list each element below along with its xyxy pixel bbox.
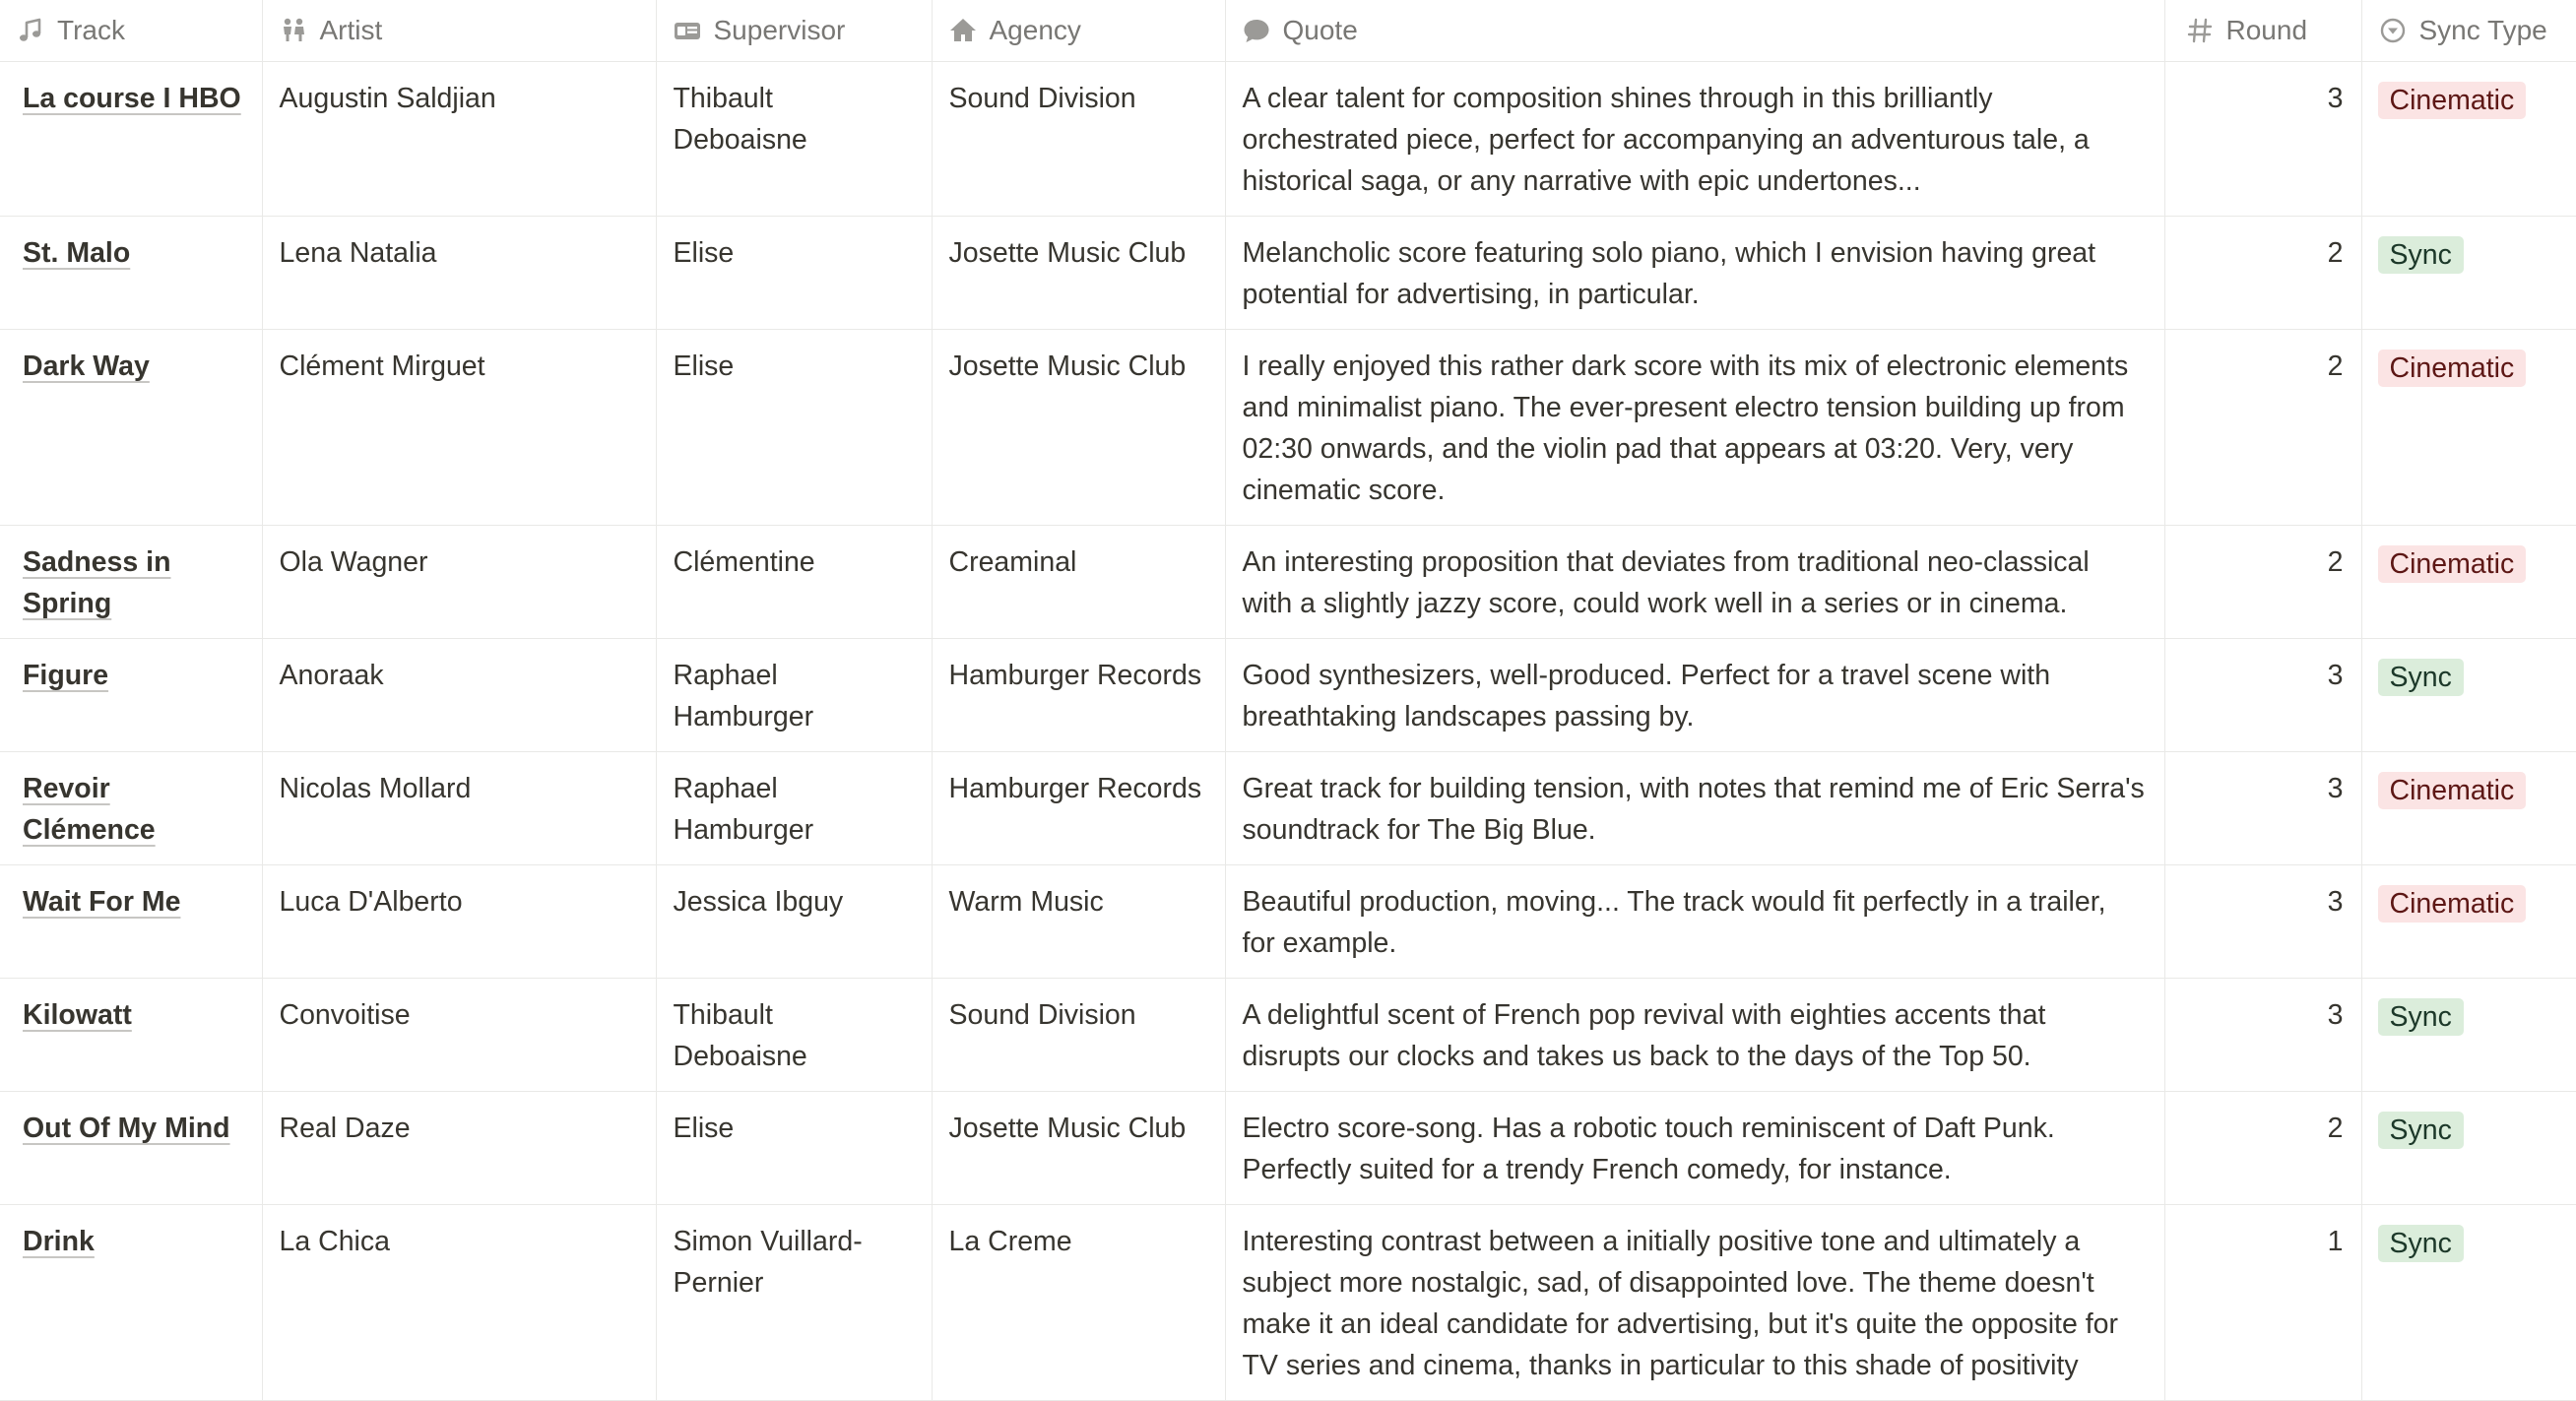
quote-cell[interactable] bbox=[1225, 1092, 2164, 1205]
artist-cell[interactable] bbox=[262, 639, 656, 752]
quote-cell[interactable] bbox=[1225, 979, 2164, 1092]
supervisor-text: Elise bbox=[673, 1113, 735, 1144]
table-row[interactable] bbox=[0, 639, 2576, 752]
music-note-icon bbox=[16, 16, 45, 45]
sync-type-cell[interactable] bbox=[2361, 217, 2576, 330]
track-link[interactable]: La course I HBO bbox=[23, 83, 241, 114]
track-cell[interactable] bbox=[0, 865, 262, 979]
track-cell[interactable] bbox=[0, 639, 262, 752]
supervisor-text: Clémentine bbox=[673, 546, 815, 578]
sync-type-cell[interactable] bbox=[2361, 865, 2576, 979]
supervisor-cell[interactable] bbox=[656, 865, 932, 979]
quote-text: I really enjoyed this rather dark score with its mix of electronic elements and minimalist piano. The ever-present electro tension building up from 02:30 onwards, and the violin pad that appears at 03:20. Very, very cinematic score. bbox=[1242, 350, 2129, 506]
quote-cell[interactable] bbox=[1225, 865, 2164, 979]
track-link[interactable]: Figure bbox=[23, 660, 109, 691]
column-header-quote[interactable] bbox=[1225, 0, 2164, 62]
track-cell[interactable] bbox=[0, 330, 262, 526]
supervisor-text: Thibault Deboaisne bbox=[673, 83, 807, 156]
agency-cell[interactable] bbox=[932, 1205, 1225, 1401]
round-cell[interactable] bbox=[2164, 752, 2361, 865]
quote-cell[interactable] bbox=[1225, 330, 2164, 526]
round-text: 3 bbox=[2327, 83, 2344, 114]
sync-type-tag[interactable]: Sync bbox=[2378, 998, 2464, 1036]
agency-text: Sound Division bbox=[948, 999, 1136, 1031]
quote-cell[interactable] bbox=[1225, 62, 2164, 217]
column-header-artist[interactable] bbox=[262, 0, 656, 62]
artist-cell[interactable] bbox=[262, 865, 656, 979]
supervisor-cell[interactable] bbox=[656, 1092, 932, 1205]
track-link[interactable]: Out Of My Mind bbox=[23, 1113, 230, 1144]
agency-text: La Creme bbox=[948, 1226, 1072, 1257]
supervisor-text: Thibault Deboaisne bbox=[673, 999, 807, 1072]
sync-type-tag[interactable]: Sync bbox=[2378, 1225, 2464, 1262]
quote-text: Beautiful production, moving... The track would fit perfectly in a trailer, for example. bbox=[1242, 886, 2106, 959]
table-row[interactable] bbox=[0, 1092, 2576, 1205]
artist-cell[interactable] bbox=[262, 330, 656, 526]
artist-text: Convoitise bbox=[279, 999, 411, 1031]
supervisor-text: Raphael Hamburger bbox=[673, 660, 814, 732]
sync-type-tag[interactable]: Cinematic bbox=[2378, 545, 2527, 583]
column-header-round[interactable] bbox=[2164, 0, 2361, 62]
agency-cell[interactable] bbox=[932, 865, 1225, 979]
round-cell[interactable] bbox=[2164, 1205, 2361, 1401]
round-text: 3 bbox=[2327, 999, 2344, 1031]
sync-type-tag[interactable]: Cinematic bbox=[2378, 885, 2527, 923]
agency-cell[interactable] bbox=[932, 639, 1225, 752]
sync-type-tag[interactable]: Cinematic bbox=[2378, 350, 2527, 387]
artist-cell[interactable] bbox=[262, 979, 656, 1092]
agency-text: Sound Division bbox=[948, 83, 1136, 114]
speech-bubble-icon bbox=[1242, 16, 1271, 45]
agency-text: Josette Music Club bbox=[948, 237, 1187, 269]
round-cell[interactable] bbox=[2164, 979, 2361, 1092]
artist-cell[interactable] bbox=[262, 1092, 656, 1205]
round-text: 2 bbox=[2327, 1113, 2344, 1144]
artist-cell[interactable] bbox=[262, 526, 656, 639]
sync-type-cell[interactable] bbox=[2361, 979, 2576, 1092]
people-icon bbox=[279, 16, 308, 45]
quote-text: A delightful scent of French pop revival with eighties accents that disrupts our clocks and takes us back to the days of the Top 50. bbox=[1242, 999, 2046, 1072]
track-cell[interactable] bbox=[0, 62, 262, 217]
sync-type-tag[interactable]: Cinematic bbox=[2378, 82, 2527, 119]
round-text: 2 bbox=[2327, 237, 2344, 269]
sync-type-cell[interactable] bbox=[2361, 639, 2576, 752]
quote-text: Interesting contrast between a initially positive tone and ultimately a subject more nostalgic, sad, of disappointed love. The theme doesn't make it an ideal candidate for advertising, but it's quite the opposite for TV series and cinema, thanks in particular to this shade of positivity bbox=[1242, 1226, 2118, 1381]
table-body bbox=[0, 62, 2576, 1401]
supervisor-cell[interactable] bbox=[656, 1205, 932, 1401]
quote-text: Great track for building tension, with notes that remind me of Eric Serra's soundtrack for The Big Blue. bbox=[1242, 773, 2145, 846]
artist-text: Nicolas Mollard bbox=[279, 773, 472, 804]
round-cell[interactable] bbox=[2164, 639, 2361, 752]
table-row[interactable] bbox=[0, 526, 2576, 639]
table-row[interactable] bbox=[0, 1205, 2576, 1401]
track-link[interactable]: St. Malo bbox=[23, 237, 131, 269]
column-header-supervisor[interactable] bbox=[656, 0, 932, 62]
quote-text: Melancholic score featuring solo piano, which I envision having great potential for advertising, in particular. bbox=[1242, 237, 2096, 310]
quote-text: Electro score-song. Has a robotic touch reminiscent of Daft Punk. Perfectly suited for a trendy French comedy, for instance. bbox=[1242, 1113, 2055, 1185]
table-row[interactable] bbox=[0, 752, 2576, 865]
id-card-icon bbox=[673, 16, 702, 45]
agency-cell[interactable] bbox=[932, 979, 1225, 1092]
supervisor-text: Elise bbox=[673, 350, 735, 382]
select-circle-icon bbox=[2378, 16, 2408, 45]
supervisor-cell[interactable] bbox=[656, 752, 932, 865]
table-row[interactable] bbox=[0, 979, 2576, 1092]
agency-text: Josette Music Club bbox=[948, 1113, 1187, 1144]
round-text: 2 bbox=[2327, 546, 2344, 578]
hash-icon bbox=[2185, 16, 2215, 45]
sync-type-cell[interactable] bbox=[2361, 1205, 2576, 1401]
quote-cell[interactable] bbox=[1225, 639, 2164, 752]
round-text: 1 bbox=[2327, 1226, 2344, 1257]
agency-cell[interactable] bbox=[932, 752, 1225, 865]
supervisor-cell[interactable] bbox=[656, 639, 932, 752]
artist-text: Clément Mirguet bbox=[279, 350, 485, 382]
quote-cell[interactable] bbox=[1225, 217, 2164, 330]
supervisor-text: Jessica Ibguy bbox=[673, 886, 844, 918]
artist-cell[interactable] bbox=[262, 217, 656, 330]
track-link[interactable]: Drink bbox=[23, 1226, 95, 1257]
track-link[interactable]: Sadness in Spring bbox=[23, 546, 171, 619]
round-text: 2 bbox=[2327, 350, 2344, 382]
round-cell[interactable] bbox=[2164, 217, 2361, 330]
sync-type-cell[interactable] bbox=[2361, 752, 2576, 865]
artist-cell[interactable] bbox=[262, 62, 656, 217]
column-label-artist: Artist bbox=[319, 15, 383, 45]
agency-text: Hamburger Records bbox=[948, 773, 1202, 804]
track-link[interactable]: Kilowatt bbox=[23, 999, 132, 1031]
supervisor-text: Elise bbox=[673, 237, 735, 269]
column-header-sync-type[interactable] bbox=[2361, 0, 2576, 62]
track-cell[interactable] bbox=[0, 217, 262, 330]
column-header-track[interactable] bbox=[0, 0, 262, 62]
track-link[interactable]: Revoir Clémence bbox=[23, 773, 156, 846]
artist-text: La Chica bbox=[279, 1226, 390, 1257]
artist-cell[interactable] bbox=[262, 752, 656, 865]
track-cell[interactable] bbox=[0, 1092, 262, 1205]
agency-cell[interactable] bbox=[932, 62, 1225, 217]
round-cell[interactable] bbox=[2164, 865, 2361, 979]
round-text: 3 bbox=[2327, 660, 2344, 691]
quote-text: A clear talent for composition shines through in this brilliantly orchestrated piece, perfect for accompanying an adventurous tale, a historical saga, or any narrative with epic undertones... bbox=[1242, 83, 2090, 197]
artist-text: Ola Wagner bbox=[279, 546, 428, 578]
round-cell[interactable] bbox=[2164, 330, 2361, 526]
round-cell[interactable] bbox=[2164, 62, 2361, 217]
quote-cell[interactable] bbox=[1225, 752, 2164, 865]
sync-type-tag[interactable]: Sync bbox=[2378, 236, 2464, 274]
agency-text: Creaminal bbox=[948, 546, 1077, 578]
artist-text: Lena Natalia bbox=[279, 237, 437, 269]
sync-type-tag[interactable]: Cinematic bbox=[2378, 772, 2527, 809]
round-text: 3 bbox=[2327, 773, 2344, 804]
artist-text: Real Daze bbox=[279, 1113, 411, 1144]
track-cell[interactable] bbox=[0, 752, 262, 865]
round-text: 3 bbox=[2327, 886, 2344, 918]
sync-type-tag[interactable]: Sync bbox=[2378, 659, 2464, 696]
artist-text: Luca D'Alberto bbox=[279, 886, 463, 918]
supervisor-cell[interactable] bbox=[656, 979, 932, 1092]
artist-cell[interactable] bbox=[262, 1205, 656, 1401]
supervisor-text: Simon Vuillard-Pernier bbox=[673, 1226, 863, 1299]
column-label-round: Round bbox=[2225, 15, 2308, 45]
sync-type-cell[interactable] bbox=[2361, 526, 2576, 639]
track-link[interactable]: Dark Way bbox=[23, 350, 150, 382]
agency-text: Warm Music bbox=[948, 886, 1104, 918]
agency-text: Hamburger Records bbox=[948, 660, 1202, 691]
column-label-supervisor: Supervisor bbox=[713, 15, 846, 45]
table-row[interactable] bbox=[0, 330, 2576, 526]
table-row[interactable] bbox=[0, 865, 2576, 979]
round-cell[interactable] bbox=[2164, 526, 2361, 639]
column-label-sync-type: Sync Type bbox=[2418, 15, 2547, 45]
quote-cell[interactable] bbox=[1225, 1205, 2164, 1401]
sync-type-cell[interactable] bbox=[2361, 1092, 2576, 1205]
agency-cell[interactable] bbox=[932, 1092, 1225, 1205]
quote-cell[interactable] bbox=[1225, 526, 2164, 639]
sync-type-cell[interactable] bbox=[2361, 62, 2576, 217]
agency-cell[interactable] bbox=[932, 526, 1225, 639]
quote-text: Good synthesizers, well-produced. Perfect for a travel scene with breathtaking landscapes passing by. bbox=[1242, 660, 2051, 732]
artist-text: Anoraak bbox=[279, 660, 384, 691]
supervisor-cell[interactable] bbox=[656, 330, 932, 526]
table-row[interactable] bbox=[0, 62, 2576, 217]
track-cell[interactable] bbox=[0, 979, 262, 1092]
column-label-agency: Agency bbox=[989, 15, 1081, 45]
track-cell[interactable] bbox=[0, 1205, 262, 1401]
supervisor-cell[interactable] bbox=[656, 62, 932, 217]
round-cell[interactable] bbox=[2164, 1092, 2361, 1205]
quote-text: An interesting proposition that deviates from traditional neo-classical with a slightly jazzy score, could work well in a series or in cinema. bbox=[1242, 546, 2090, 619]
column-header-agency[interactable] bbox=[932, 0, 1225, 62]
agency-cell[interactable] bbox=[932, 330, 1225, 526]
supervisor-text: Raphael Hamburger bbox=[673, 773, 814, 846]
supervisor-cell[interactable] bbox=[656, 526, 932, 639]
sync-type-tag[interactable]: Sync bbox=[2378, 1112, 2464, 1149]
supervisor-cell[interactable] bbox=[656, 217, 932, 330]
agency-cell[interactable] bbox=[932, 217, 1225, 330]
track-cell[interactable] bbox=[0, 526, 262, 639]
track-link[interactable]: Wait For Me bbox=[23, 886, 181, 918]
house-icon bbox=[948, 16, 978, 45]
header-row bbox=[0, 0, 2576, 62]
artist-text: Augustin Saldjian bbox=[279, 83, 496, 114]
agency-text: Josette Music Club bbox=[948, 350, 1187, 382]
table-row[interactable] bbox=[0, 217, 2576, 330]
column-label-quote: Quote bbox=[1282, 15, 1358, 45]
sync-type-cell[interactable] bbox=[2361, 330, 2576, 526]
column-label-track: Track bbox=[57, 15, 125, 45]
